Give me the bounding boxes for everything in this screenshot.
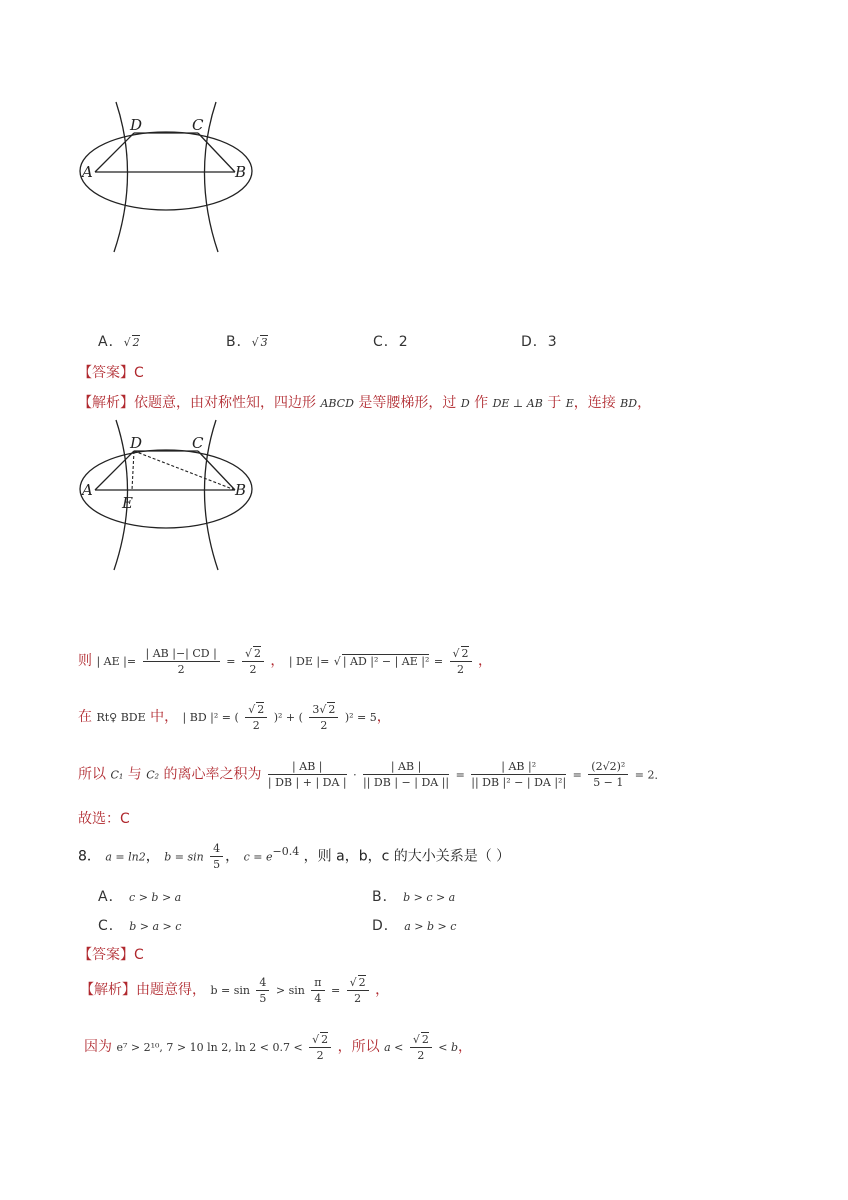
equation-bd: 在 Rt♀ BDE 中， | BD |² = ( $\frac{√ 2}{2}$ )² + ( $\frac{3√ 2}{2}$ )² = 5， xyxy=(78,703,391,732)
label-A: A xyxy=(82,163,93,181)
label-A: A xyxy=(82,481,93,499)
q7-answer: 【答案】C xyxy=(78,365,144,381)
q7-option-c: C．2 xyxy=(373,334,409,350)
q8-option-b: B． b > c > a xyxy=(372,889,456,905)
label-B: B xyxy=(235,163,247,181)
q7-option-d: D．3 xyxy=(521,334,558,350)
equation-ae-de: 则 | AE |= $\frac{| AB |-| CD |}{2}$ = $\frac{√ 2}{2}$ ， | DE |= √ | AD |² − | AE |² = $\frac{√ 2}{2}$ ， xyxy=(78,646,492,676)
q8-option-a: A． c > b > a xyxy=(98,889,182,905)
q8-analysis: 【解析】由题意得， b = sin $\frac{4}{5}$ > sin $\frac{\pi}{4}$ = $\frac{√ 2}{2}$ ， xyxy=(80,975,390,1005)
label-C: C xyxy=(192,116,204,134)
label-E: E xyxy=(122,494,133,512)
q8-option-c: C． b > a > c xyxy=(98,918,182,934)
q7-choose: 故选：C xyxy=(78,811,130,827)
q8-answer: 【答案】C xyxy=(78,947,144,963)
equation-eccentricity: 所以 C₁ 与 C₂ 的离心率之积为 $\frac{| AB |}{| DB | + | DA |}$ · $\frac{| AB |}{|| DB | - | DA ||}$ = $\frac{\text{| AB |²}}{\text{|| DB |² − | DA |²|}}$ = $\frac{\text{(2√2)²}}{5 - 1}$ = 2． xyxy=(78,760,666,789)
q7-option-b: B．√ 3 xyxy=(226,334,268,350)
figure-ellipse-hyperbola-2 xyxy=(70,418,270,578)
q7-option-a: A．√ 2 xyxy=(98,334,140,350)
label-D: D xyxy=(130,116,143,134)
figure-ellipse-hyperbola-1 xyxy=(70,100,270,260)
label-C: C xyxy=(192,434,204,452)
q7-analysis: 【解析】依题意，由对称性知，四边形 ABCD 是等腰梯形，过 D 作 DE ⊥ AB 于 E，连接 BD， xyxy=(78,395,652,411)
q8-analysis-line2: 因为 e⁷ > 2¹⁰, 7 > 10 ln 2, ln 2 < 0.7 < $\frac{√ 2}{2}$ ，所以 a < $\frac{√ 2}{2}$ < b， xyxy=(84,1033,473,1062)
label-D: D xyxy=(130,434,143,452)
q8-question: 8． a = ln2， b = sin $\frac{4}{5}$ ， $c = e^{-0.4}$ ，则 a，b，c 的大小关系是（ ） xyxy=(78,842,511,871)
q8-option-d: D． a > b > c xyxy=(372,918,457,934)
label-B: B xyxy=(235,481,247,499)
